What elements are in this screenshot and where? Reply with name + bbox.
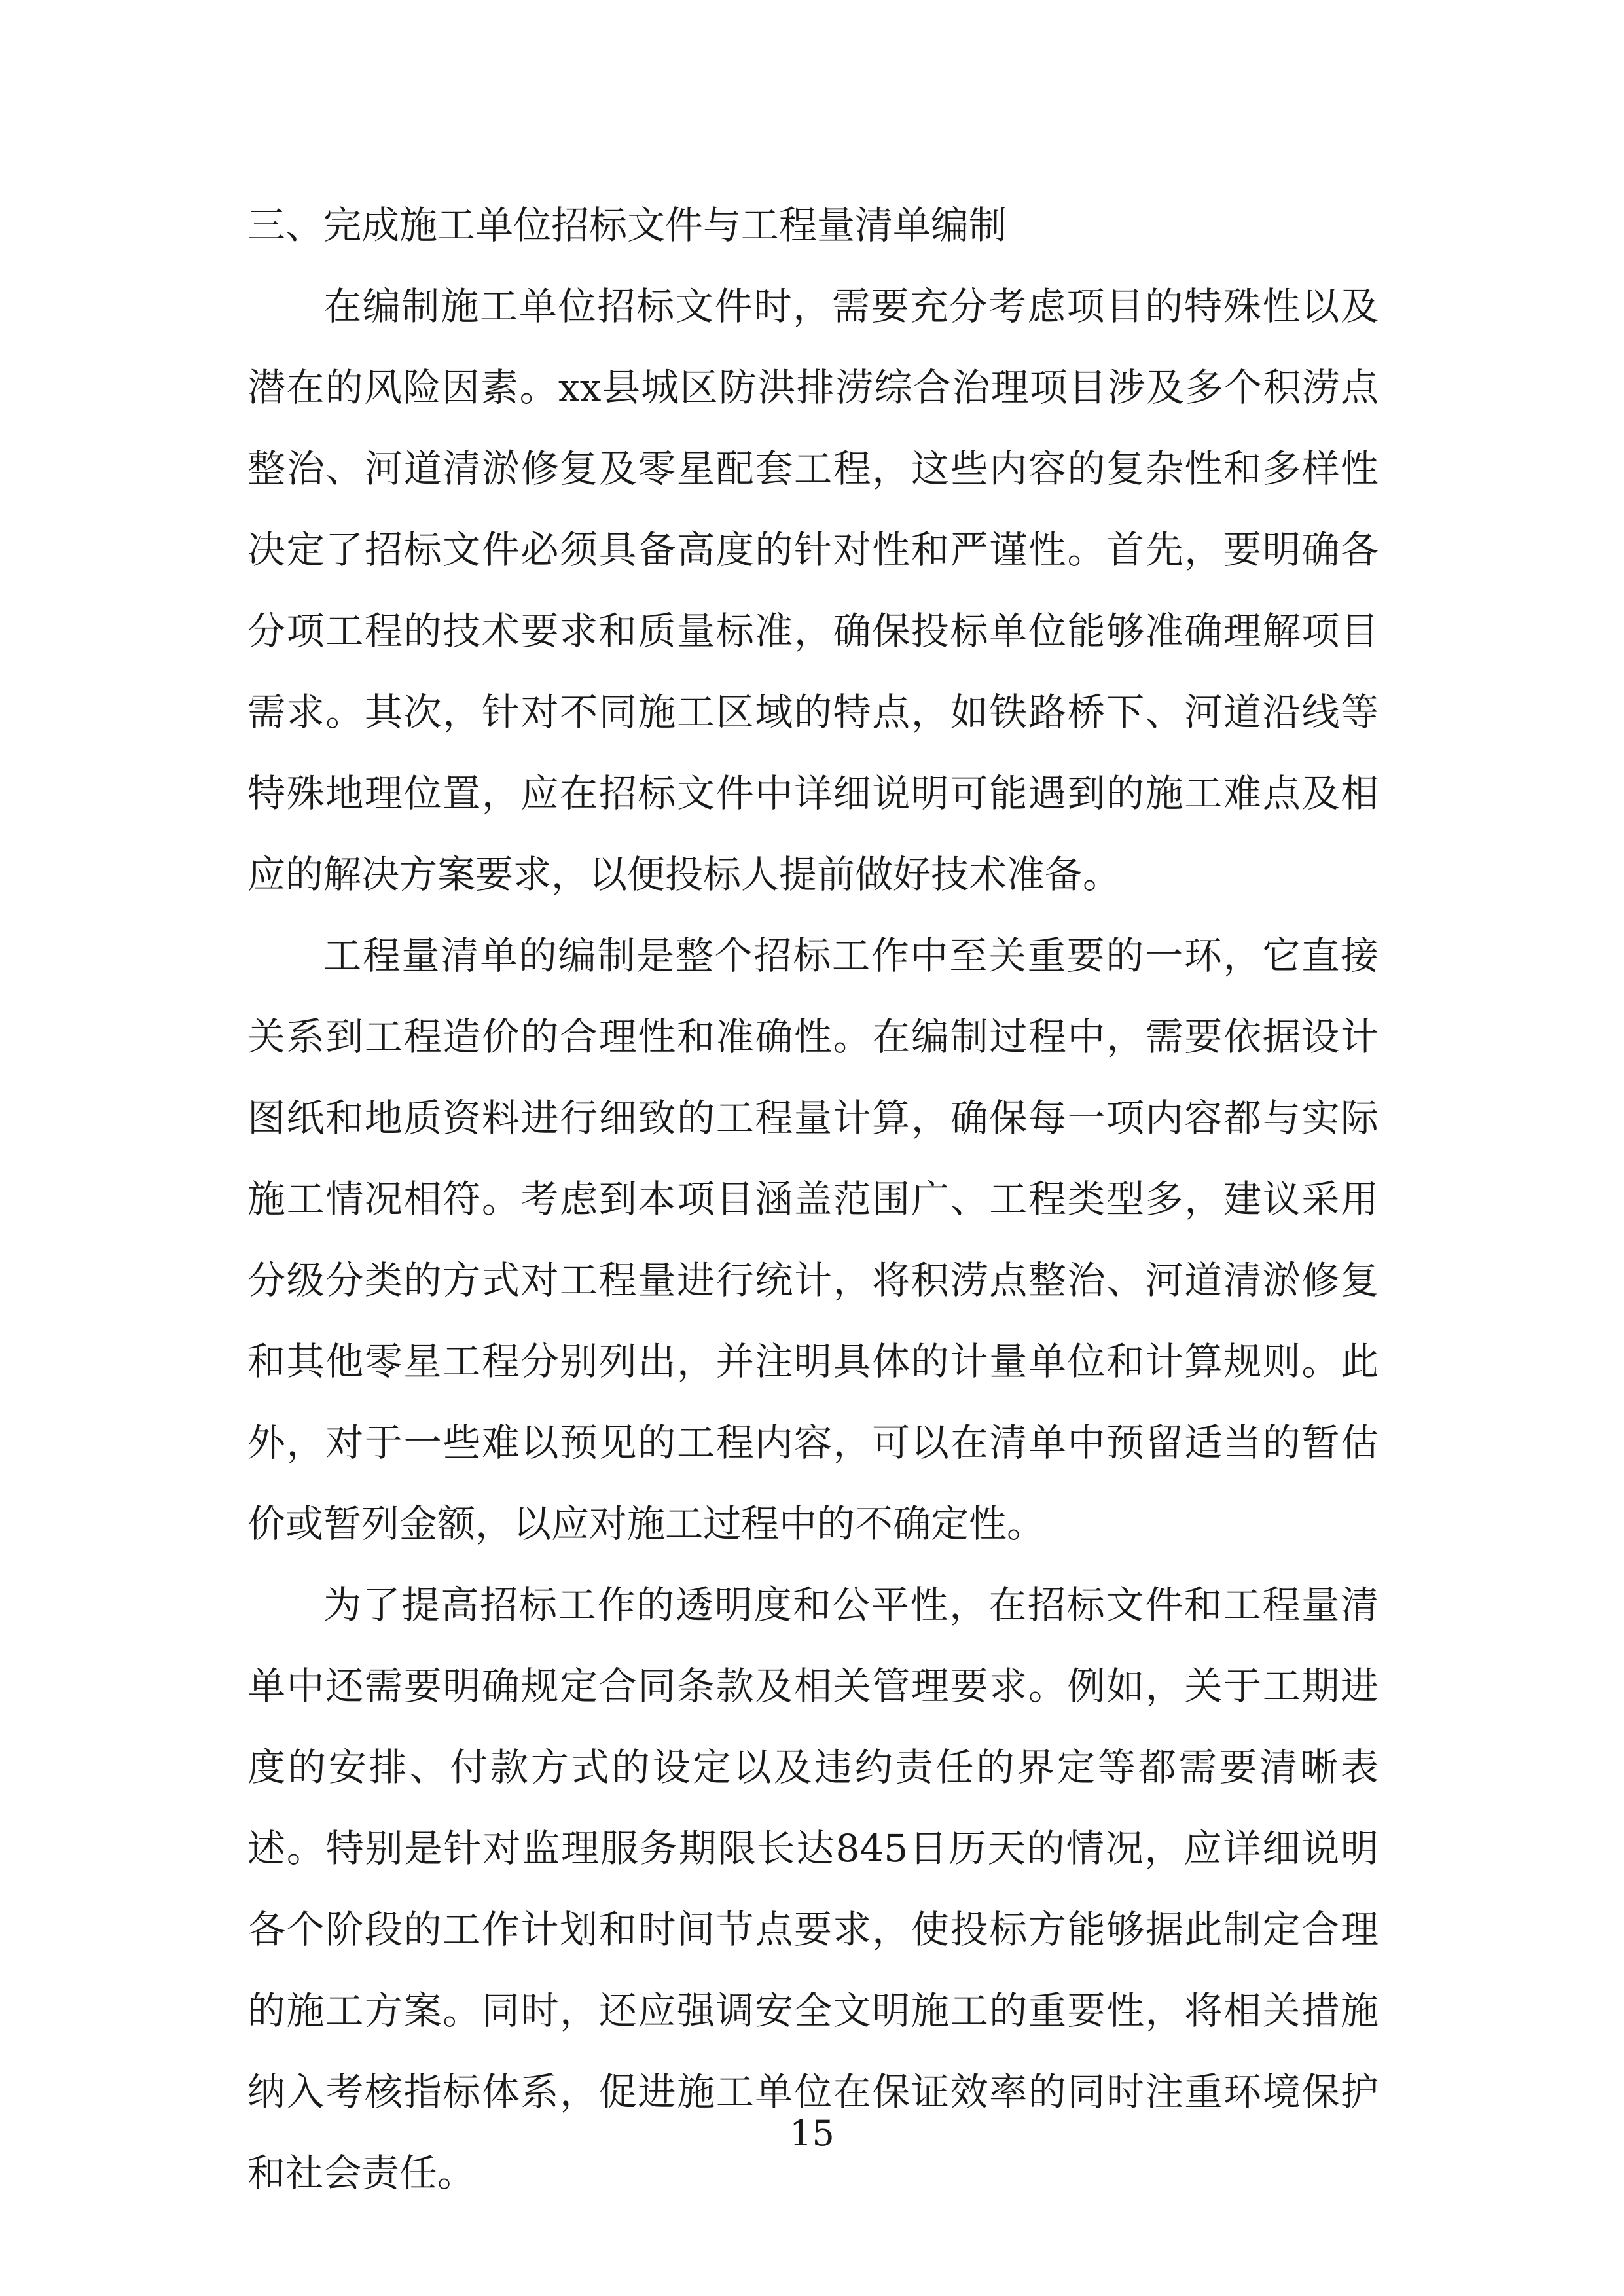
section-heading: 三、完成施工单位招标文件与工程量清单编制 <box>247 203 1007 247</box>
paragraph-2: 工程量清单的编制是整个招标工作中至关重要的一环，它直接关系到工程造价的合理性和准确性。在编制过程中，需要依据设计图纸和地质资料进行细致的工程量计算，确保每一项内容都与实际施工情况相符。考虑到本项目涵盖范围广、工程类型多，建议采用分级分类的方式对工程量进行统计，将积涝点整治、河道清淤修复和其他零星工程分别列出，并注明具体的计量单位和计算规则。此外，对于一些难以预见的工程内容，可以在清单中预留适当的暂估价或暂列金额，以应对施工过程中的不确定性。 <box>247 933 1379 1546</box>
paragraph-3: 为了提高招标工作的透明度和公平性，在招标文件和工程量清单中还需要明确规定合同条款及相关管理要求。例如，关于工期进度的安排、付款方式的设定以及违约责任的界定等都需要清晰表述。特别是针对监理服务期限长达845日历天的情况，应详细说明各个阶段的工作计划和时间节点要求，使投标方能够据此制定合理的施工方案。同时，还应强调安全文明施工的重要性，将相关措施纳入考核指标体系，促进施工单位在保证效率的同时注重环境保护和社会责任。 <box>247 1583 1379 2195</box>
page-body <box>247 185 1379 2214</box>
paragraph-1: 在编制施工单位招标文件时，需要充分考虑项目的特殊性以及潜在的风险因素。xx县城区防洪排涝综合治理项目涉及多个积涝点整治、河道清淤修复及零星配套工程，这些内容的复杂性和多样性决定了招标文件必须具备高度的针对性和严谨性。首先，要明确各分项工程的技术要求和质量标准，确保投标单位能够准确理解项目需求。其次，针对不同施工区域的特点，如铁路桥下、河道沿线等特殊地理位置，应在招标文件中详细说明可能遇到的施工难点及相应的解决方案要求，以便投标人提前做好技术准备。 <box>247 284 1379 897</box>
page-number: 15 <box>789 2113 835 2154</box>
